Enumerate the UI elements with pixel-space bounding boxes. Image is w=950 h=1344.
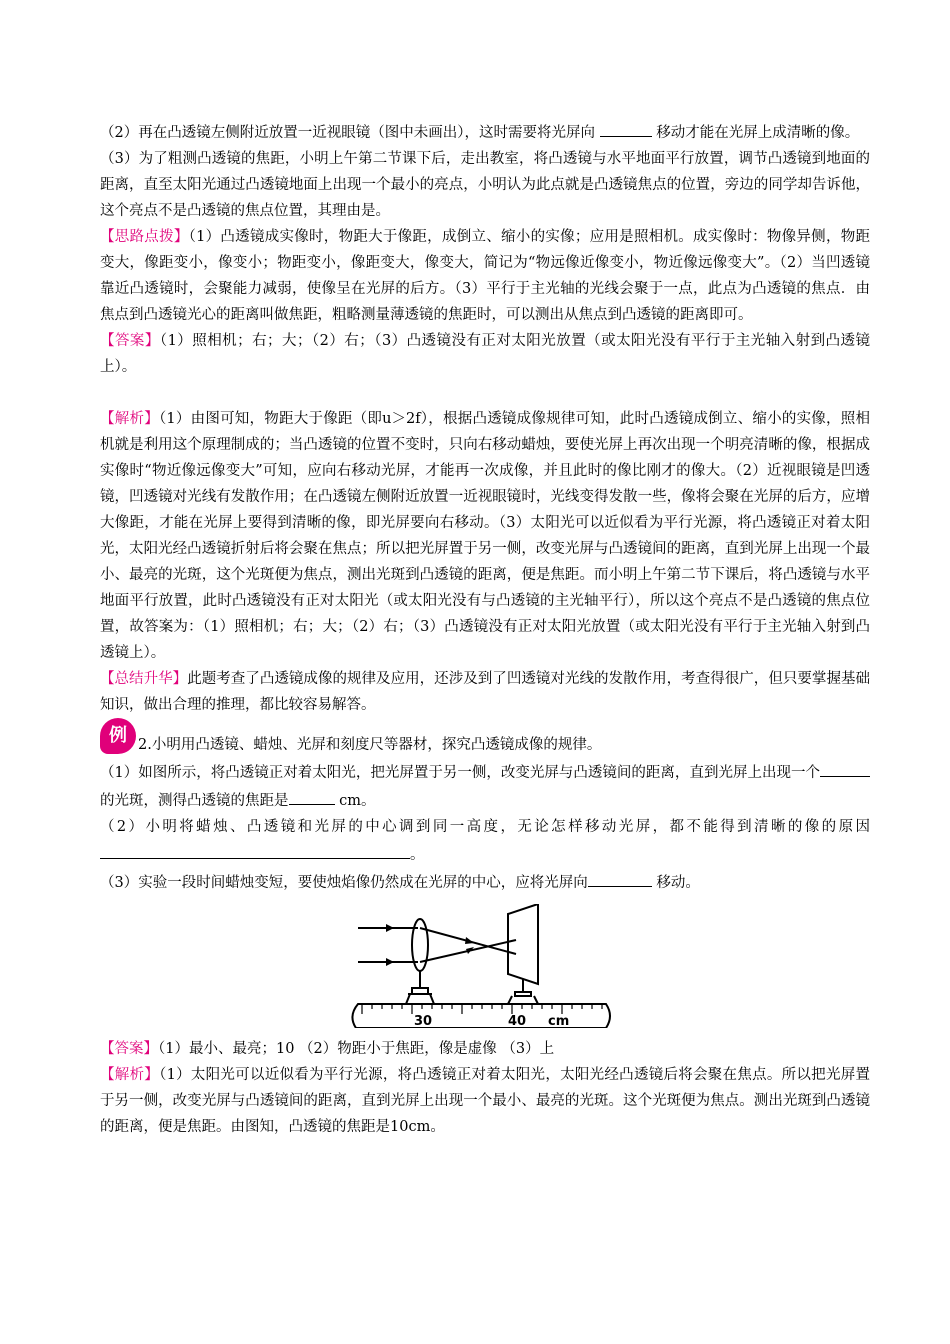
answer-2-paragraph [100,1036,870,1062]
analysis-tag: 【解析】 [100,1067,160,1083]
question-2-text [100,118,870,146]
hint-tag: 【思路点拨】 [100,229,189,245]
summary-paragraph [100,666,870,718]
question-3-text: （3）为了粗测凸透镜的焦距，小明上午第二节课下后，走出教室，将凸透镜与水平地面平行放置，调节凸透镜到地面的距离，直至太阳光通过凸透镜地面上出现一个最小的亮点，小明认为此点就是凸透镜焦点的位置，旁边的同学却告诉他，这个亮点不是凸透镜的焦点位置，其理由是。 [100,151,870,219]
hint-paragraph [100,224,870,328]
example-q3 [100,868,870,896]
ruler-label-40: 40 [508,1014,527,1028]
example-q2-a: （2）小明将蜡烛、凸透镜和光屏的中心调到同一高度，无论怎样移动光屏，都不能得到清晰的像的原因 [100,819,870,835]
answer-paragraph [100,328,870,380]
answer-tag: 【答案】 [100,333,160,349]
analysis-text: （1）由图可知，物距大于像距（即u＞2f），根据凸透镜成像规律可知，此时凸透镜成倒立、缩小的实像，照相机就是利用这个原理制成的；当凸透镜的位置不变时，只向右移动蜡烛，要使光屏上再次出现一个明亮清晰的像，根据成实像时“物近像远像变大”可知，应向右移动光屏，才能再一次成像，并且此时的像比刚才的像大。（2）近视眼镜是凹透镜，凹透镜对光线有发散作用；在凸透镜左侧附近放置一近视眼镜时，光线变得发散一些，像将会聚在光屏的后方，应增大像距，才能在光屏上要得到清晰的像，即光屏要向右移动。（3）太阳光可以近似看为平行光源，将凸透镜正对着太阳光，太阳光经凸透镜折射后将会聚在焦点；所以把光屏置于另一侧，改变光屏与凸透镜间的距离，直到光屏上出现一个最小、最亮的光斑，这个光斑便为焦点，测出光斑到凸透镜的距离，便是焦距。而小明上午第二节下课后，将凸透镜与水平地面平行放置，此时凸透镜没有正对太阳光（或太阳光没有与凸透镜的主光轴平行），所以这个亮点不是凸透镜的焦点位置，故答案为：（1）照相机；右；大；（2）右；（3）凸透镜没有正对太阳光放置（或太阳光没有平行于主光轴入射到凸透镜上）。 [100,411,871,661]
answer-text: （1）照相机；右；大；（2）右；（3）凸透镜没有正对太阳光放置（或太阳光没有平行于主光轴入射到凸透镜上）。 [100,333,871,375]
ruler-unit-label: cm [548,1014,570,1028]
answer-blank[interactable] [289,786,335,805]
answer-text: （1）最小、最亮；10 （2）物距小于焦距，像是虚像 （3）上 [158,1041,555,1057]
summary-tag: 【总结升华】 [100,671,188,687]
ruler-icon [352,1004,610,1028]
example-q1-c: cm。 [339,793,376,809]
answer-tag: 【答案】 [100,1041,158,1057]
answer-blank[interactable] [600,118,652,137]
analysis-text: （1）太阳光可以近似看为平行光源，将凸透镜正对着太阳光，太阳光经凸透镜后将会聚在焦点。所以把光屏置于另一侧，改变光屏与凸透镜间的距离，直到光屏上出现一个最小、最亮的光斑。这个光斑便为焦点。测出光斑到凸透镜的距离，便是焦距。由图知，凸透镜的焦距是10cm。 [100,1067,870,1135]
example-q1-b: 的光斑，测得凸透镜的焦距是 [100,793,289,809]
spacer [100,380,870,406]
example-2-stem [100,725,870,758]
example-stem-text: 2.小明用凸透镜、蜡烛、光屏和刻度尺等器材，探究凸透镜成像的规律。 [138,737,602,753]
example-q3-a: （3）实验一段时间蜡烛变短，要使烛焰像仍然成在光屏的中心，应将光屏向 [100,875,588,891]
summary-text: 此题考查了凸透镜成像的规律及应用，还涉及到了凹透镜对光线的发散作用，考查得很广，但只要掌握基础知识，做出合理的推理，都比较容易解答。 [100,671,871,713]
light-screen-icon [508,904,538,984]
example-q2-b: 。 [410,847,425,863]
ruler-label-30: 30 [414,1014,433,1028]
example-q2 [100,814,870,868]
answer-blank[interactable] [820,758,870,777]
example-q1-a: （1）如图所示，将凸透镜正对着太阳光，把光屏置于另一侧，改变光屏与凸透镜间的距离，直到光屏上出现一个 [100,765,820,781]
document-page [100,118,870,1140]
question-2-tail: 移动才能在光屏上成清晰的像。 [656,125,860,141]
answer-blank[interactable] [588,868,652,887]
example-q3-b: 移动。 [656,875,700,891]
hint-text: （1）凸透镜成实像时，物距大于像距，成倒立、缩小的实像；应用是照相机。成实像时：物像异侧，物距变大，像距变小，像变小；物距变小，像距变大，像变大，简记为“物远像近像变小，物近像远像变大”。（2）当凹透镜靠近凸透镜时，会聚能力减弱，使像呈在光屏的后方。（3）平行于主光轴的光线会聚于一点，此点为凸透镜的焦点．由焦点到凸透镜光心的距离叫做焦距，粗略测量薄透镜的焦距时，可以测出从焦点到凸透镜的距离即可。 [100,229,870,323]
analysis-2-paragraph [100,1062,870,1140]
lens-experiment-figure [348,904,618,1028]
analysis-tag: 【解析】 [100,411,159,427]
question-2-stem: （2）再在凸透镜左侧附近放置一近视眼镜（图中未画出），这时需要将光屏向 [100,125,595,141]
analysis-paragraph [100,406,870,666]
example-q1 [100,758,870,814]
answer-blank[interactable] [100,840,410,859]
example-badge-icon: 例 [100,718,136,754]
convex-lens-icon [412,919,428,971]
